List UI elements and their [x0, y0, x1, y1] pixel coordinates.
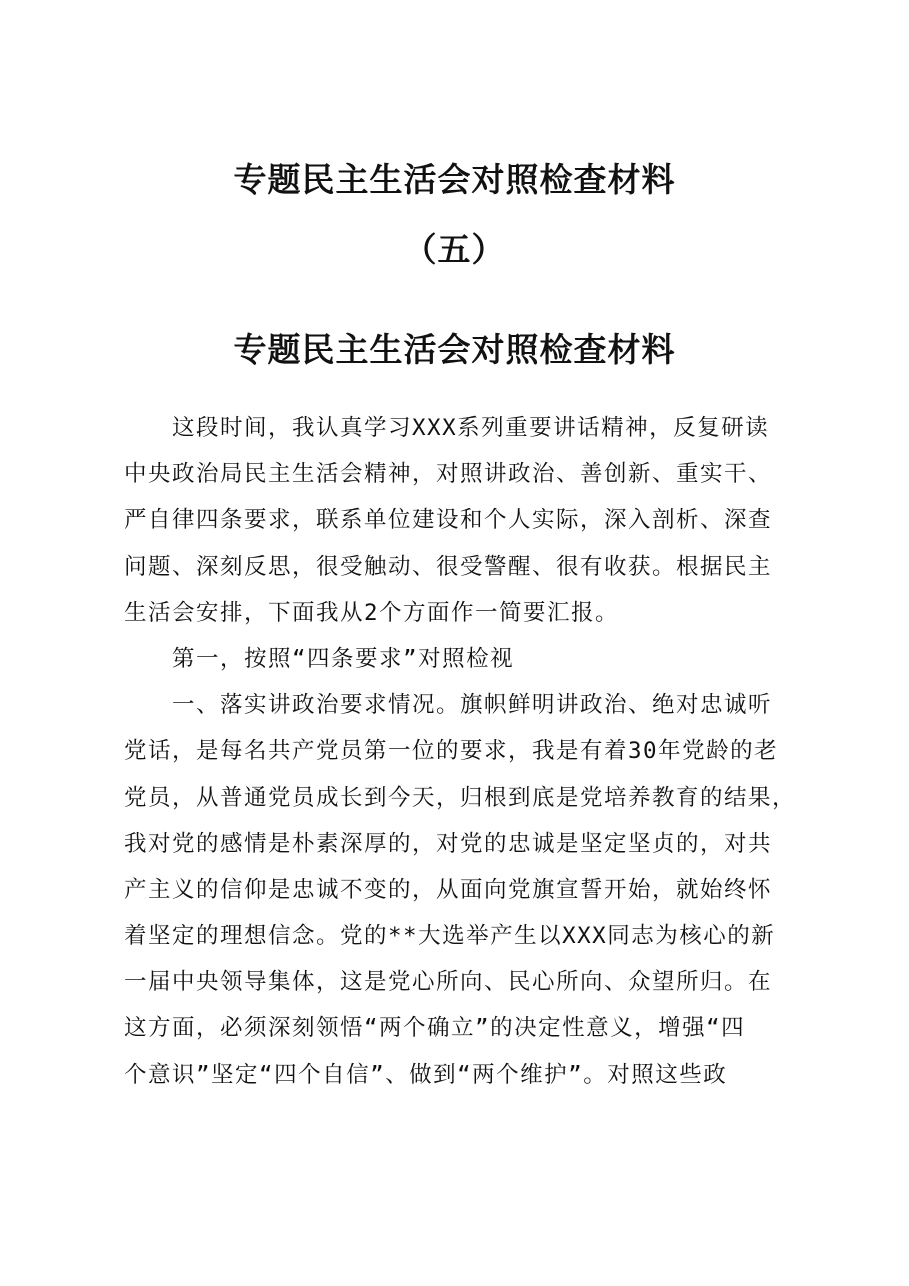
- paragraph-line: 一届中央领导集体，这是党心所向、民心所向、众望所归。在: [124, 969, 773, 996]
- paragraph-line: 一、落实讲政治要求情况。旗帜鲜明讲政治、绝对忠诚听: [172, 692, 773, 719]
- paragraph-line: 党话，是每名共产党员第一位的要求，我是有着30年党龄的老: [124, 738, 779, 765]
- document-subtitle: 专题民主生活会对照检查材料: [233, 330, 676, 369]
- paragraph-line: 问题、深刻反思，很受触动、很受警醒、很有收获。根据民主: [124, 553, 773, 580]
- paragraph-line: 我对党的感情是朴素深厚的，对党的忠诚是坚定坚贞的，对共: [124, 830, 773, 857]
- paragraph-line: 着坚定的理想信念。党的**大选举产生以XXX同志为核心的新: [124, 923, 776, 950]
- paragraph-line: 生活会安排，下面我从2个方面作一简要汇报。: [124, 599, 620, 626]
- document-number: （五）: [403, 230, 506, 269]
- paragraph-line: 个意识”坚定“四个自信”、做到“两个维护”。对照这些政: [124, 1061, 728, 1088]
- paragraph-line: 中央政治局民主生活会精神，对照讲政治、善创新、重实干、: [124, 461, 773, 488]
- paragraph-line: 这方面，必须深刻领悟“两个确立”的决定性意义，增强“四: [124, 1015, 746, 1042]
- paragraph-line: 党员，从普通党员成长到今天，归根到底是党培养教育的结果，: [124, 784, 797, 811]
- document-title: 专题民主生活会对照检查材料: [233, 160, 676, 199]
- section-heading: 第一，按照“四条要求”对照检视: [172, 645, 515, 672]
- paragraph-line: 严自律四条要求，联系单位建设和个人实际，深入剖析、深查: [124, 507, 773, 534]
- document-body: [124, 405, 806, 1098]
- paragraph-line: 产主义的信仰是忠诚不变的，从面向党旗宣誓开始，就始终怀: [124, 876, 773, 903]
- paragraph-line: 这段时间，我认真学习XXX系列重要讲话精神，反复研读: [172, 415, 770, 441]
